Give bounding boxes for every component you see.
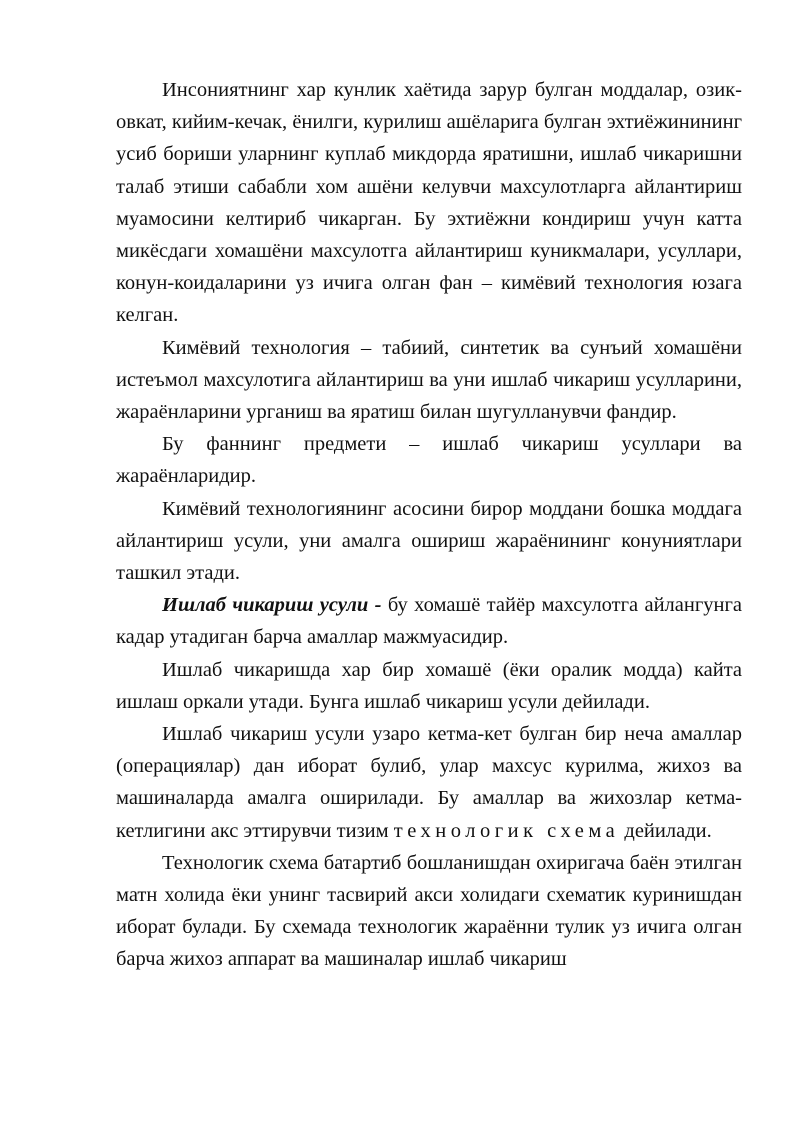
paragraph-1	[116, 74, 742, 332]
definition-text: бу хомашё тайёр махсулотга айлангунга кадар утадиган барча амаллар мажмуасидир.	[116, 594, 742, 649]
paragraph-3	[116, 428, 742, 492]
paragraph-text: Бу фаннинг предмети – ишлаб чикариш усуллари ва жараёнларидир.	[116, 433, 742, 488]
defined-term: Ишлаб чикариш усули	[162, 594, 369, 617]
term-separator: -	[368, 594, 388, 617]
paragraph-text: Кимёвий технология – табиий, синтетик ва сунъий хомашёни истеъмол махсулотига айлантириш ва уни ишлаб чикариш усулларини, жараёнларини урганиш ва яратиш билан шугулланувчи фандир.	[116, 336, 742, 424]
paragraph-text: Технологик схема батартиб бошланишдан охиригача баён этилган матн холида ёки унинг тасвирий акси холидаги схематик куринишдан иборат булади. Бу схемада технологик жараённи тулик уз ичига олган барча жихоз аппарат ва машиналар ишлаб чикариш	[116, 851, 742, 971]
paragraph-5-definition	[116, 589, 742, 653]
paragraph-7	[116, 718, 742, 847]
document-body	[116, 74, 742, 976]
paragraph-text: Инсониятнинг хар кунлик хаётида зарур булган моддалар, озик-овкат, кийим-кечак, ёнилги, курилиш ашёларига булган эхтиёжинининг усиб бориши уларнинг куплаб микдорда яратишни, ишлаб чикаришни талаб этиши сабабли хом ашёни келувчи махсулотларга айлантириш муамосини келтириб чикарган. Бу эхтиёжни кондириш учун катта микёсдаги хомашёни махсулотга айлантириш куникмалари, усуллари, конун-коидаларини уз ичига олган фан – кимёвий технология юзага келган.	[116, 79, 742, 327]
paragraph-text-end: дейилади.	[619, 819, 712, 842]
paragraph-text: Кимёвий технологиянинг асосини бирор моддани бошка моддага айлантириш усули, уни амалга ошириш жараёнининг конуниятлари ташкил этади.	[116, 497, 742, 585]
paragraph-text: Ишлаб чикариш усули узаро кетма-кет булган бир неча амаллар (операциялар) дан иборат булиб, улар махсус курилма, жихоз ва машиналарда амалга оширилади. Бу амаллар ва жихозлар кетма-кетлигини акс эттирувчи тизим	[116, 723, 742, 842]
paragraph-4	[116, 493, 742, 590]
spaced-term: технологик схема	[393, 819, 620, 842]
paragraph-text: Ишлаб чикаришда хар бир хомашё (ёки оралик модда) кайта ишлаш оркали утади. Бунга ишлаб чикариш усули дейилади.	[116, 658, 742, 713]
paragraph-2	[116, 332, 742, 429]
paragraph-8	[116, 847, 742, 976]
paragraph-6	[116, 654, 742, 718]
